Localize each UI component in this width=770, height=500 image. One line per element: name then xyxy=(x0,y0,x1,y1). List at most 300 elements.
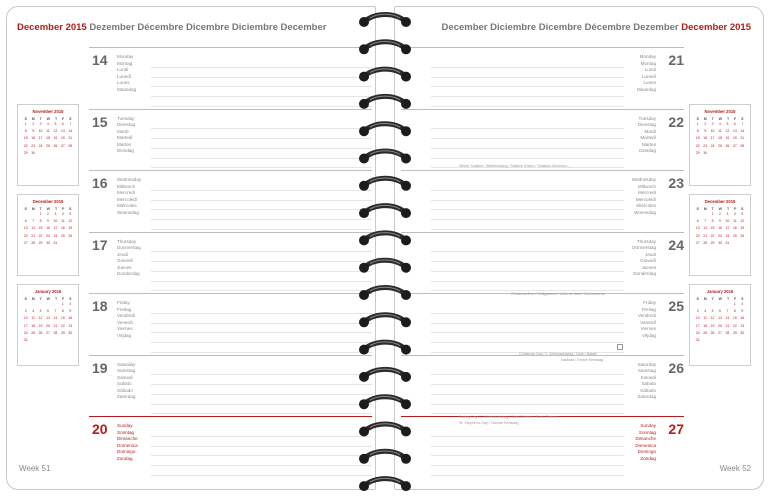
right-day-rows xyxy=(401,47,684,479)
day-row-27[interactable] xyxy=(401,416,684,477)
writing-line[interactable] xyxy=(151,427,372,437)
writing-line[interactable] xyxy=(151,129,372,139)
mini-calendar-date: 8 xyxy=(61,309,64,314)
mini-calendar-date: 15 xyxy=(60,316,65,321)
mini-calendar-date: 19 xyxy=(710,323,715,328)
mini-calendar-date: 6 xyxy=(733,122,736,126)
mini-calendar-date: 9 xyxy=(719,219,721,224)
mini-calendar-date: 15 xyxy=(38,226,43,231)
mini-calendar-date: 15 xyxy=(23,136,28,141)
writing-line[interactable] xyxy=(151,210,372,220)
day-name: Monday xyxy=(117,54,134,59)
day-row-22[interactable] xyxy=(401,109,684,170)
writing-line[interactable] xyxy=(151,262,372,272)
mini-calendar-date: 9 xyxy=(32,129,35,134)
day-name: Zaterdag xyxy=(117,394,136,400)
mini-calendar-date: 20 xyxy=(718,323,722,328)
mini-calendar-date: 6 xyxy=(61,122,64,126)
day-row-24[interactable] xyxy=(401,232,684,293)
mini-calendar-date: 12 xyxy=(740,219,745,224)
day-number: 22 xyxy=(668,113,684,130)
writing-line[interactable] xyxy=(151,243,372,253)
day-name: Wednesday xyxy=(117,177,142,182)
day-names xyxy=(632,177,656,217)
writing-line[interactable] xyxy=(151,272,372,282)
day-row-25[interactable] xyxy=(401,293,684,354)
mini-calendar-date: 17 xyxy=(23,323,28,328)
day-name: Sunday xyxy=(117,423,133,428)
mini-calendar-date: 13 xyxy=(60,129,65,134)
mini-calendar-date: 24 xyxy=(725,233,730,238)
day-row-16[interactable] xyxy=(89,170,372,231)
weekday-letter: T xyxy=(54,117,58,121)
mini-calendar-date: 30 xyxy=(68,330,73,335)
writing-line[interactable] xyxy=(151,139,372,149)
day-number: 21 xyxy=(668,52,684,68)
mini-calendar-date: 5 xyxy=(69,212,72,216)
day-number: 24 xyxy=(668,236,684,253)
day-name: Mardi xyxy=(644,128,656,134)
mini-calendar-date: 22 xyxy=(23,143,28,148)
mini-calendar-date: 22 xyxy=(695,143,700,148)
left-page-header xyxy=(17,22,326,33)
mini-calendar-date: 21 xyxy=(68,136,73,141)
mini-calendar-date: 14 xyxy=(725,316,730,321)
mini-calendar-date: 7 xyxy=(741,122,744,126)
weekday-letter: T xyxy=(726,117,730,121)
writing-lines[interactable] xyxy=(431,181,624,225)
day-name: Martedì xyxy=(640,135,656,141)
writing-line[interactable] xyxy=(431,87,624,97)
writing-line[interactable] xyxy=(151,333,372,343)
day-name: Giovedì xyxy=(640,258,656,264)
day-names xyxy=(638,116,656,156)
left-header-translations: Dezember Décembre Dicembre Diciembre December xyxy=(89,22,327,33)
mini-calendar-date: 9 xyxy=(47,219,49,224)
writing-line[interactable] xyxy=(151,405,372,415)
writing-line[interactable] xyxy=(151,252,372,262)
weekday-letter: W xyxy=(718,207,723,211)
mini-calendar-date: 12 xyxy=(53,129,58,134)
day-name: Lundi xyxy=(644,67,656,73)
writing-lines[interactable] xyxy=(151,366,372,410)
weekday-letter: S xyxy=(69,297,72,301)
day-number: 14 xyxy=(92,52,108,68)
day-name: Donnerstag xyxy=(632,245,656,251)
spiral-ring xyxy=(359,424,411,437)
day-number: 15 xyxy=(92,113,108,130)
day-number: 25 xyxy=(668,298,684,314)
day-name: Mardi xyxy=(117,128,129,134)
mini-calendar-date: 4 xyxy=(733,212,736,216)
day-names xyxy=(117,423,138,463)
weekday-letter: F xyxy=(62,297,65,301)
writing-lines[interactable] xyxy=(431,366,624,410)
writing-line[interactable] xyxy=(431,220,624,230)
weekday-letter: S xyxy=(69,117,72,121)
mini-calendar-date: 1 xyxy=(711,212,714,216)
writing-line[interactable] xyxy=(431,456,624,466)
mini-calendar-date: 19 xyxy=(53,136,58,141)
day-name: Freitag xyxy=(117,306,132,312)
mini-calendar-date: 3 xyxy=(54,212,57,216)
writing-line[interactable] xyxy=(431,304,624,314)
writing-line[interactable] xyxy=(151,466,372,476)
mini-calendar-date: 14 xyxy=(68,129,73,134)
day-name: Vrijdag xyxy=(641,332,656,338)
mini-calendar-date: 13 xyxy=(732,129,737,134)
weekday-letter: W xyxy=(718,117,723,121)
day-row-21[interactable] xyxy=(401,47,684,108)
mini-calendar-date: 23 xyxy=(718,233,722,238)
day-names xyxy=(117,300,135,340)
weekday-letter: F xyxy=(734,207,737,211)
mini-calendar-date: 31 xyxy=(53,240,58,245)
weekday-letter: S xyxy=(696,117,699,121)
day-name: Dimanche xyxy=(635,436,656,442)
writing-line[interactable] xyxy=(431,68,624,78)
day-name: Martedì xyxy=(117,135,133,141)
day-row-15[interactable] xyxy=(89,109,372,170)
mini-calendar xyxy=(689,194,751,276)
mini-calendar-date: 16 xyxy=(718,226,722,231)
day-names xyxy=(117,116,135,156)
day-name: Domingo xyxy=(637,449,656,455)
day-name: Mercoledì xyxy=(635,196,656,202)
day-name: Lunedì xyxy=(117,73,132,79)
mini-calendar-date: 17 xyxy=(38,136,43,141)
day-row-26[interactable] xyxy=(401,355,684,416)
mini-calendar-date: 9 xyxy=(69,309,72,314)
day-name: Sabato xyxy=(117,381,132,387)
day-name: Samstag xyxy=(117,368,136,374)
mini-calendar-dates xyxy=(22,212,74,245)
mini-calendar-date: 22 xyxy=(38,233,43,238)
mini-calendar-date: 3 xyxy=(711,122,714,126)
writing-line[interactable] xyxy=(431,181,624,191)
writing-lines[interactable] xyxy=(431,427,624,471)
writing-line[interactable] xyxy=(151,456,372,466)
writing-line[interactable] xyxy=(151,87,372,97)
writing-line[interactable] xyxy=(431,149,624,159)
writing-lines[interactable] xyxy=(431,243,624,287)
mini-calendar-date: 2 xyxy=(47,212,49,216)
mini-calendar-date: 26 xyxy=(740,233,745,238)
day-row-14[interactable] xyxy=(89,47,372,108)
day-names xyxy=(638,300,656,340)
spiral-ring xyxy=(359,205,411,218)
day-row-17[interactable] xyxy=(89,232,372,293)
mini-calendar-date: 10 xyxy=(695,316,700,321)
mini-calendar-date: 16 xyxy=(703,136,708,141)
mini-calendar-title: November 2015 xyxy=(704,109,736,114)
mini-calendar-date: 14 xyxy=(740,129,745,134)
day-name: Friday xyxy=(117,300,130,305)
mini-calendar-date: 29 xyxy=(732,330,737,335)
writing-lines[interactable] xyxy=(431,58,624,102)
writing-lines[interactable] xyxy=(151,58,372,102)
mini-calendar-date: 8 xyxy=(711,219,714,224)
writing-line[interactable] xyxy=(151,191,372,201)
weekday-letter: S xyxy=(24,297,27,301)
spiral-ring xyxy=(359,451,411,464)
writing-line[interactable] xyxy=(431,427,624,437)
mini-calendar-date: 11 xyxy=(46,129,50,134)
writing-line[interactable] xyxy=(431,201,624,211)
mini-calendar-date: 13 xyxy=(695,226,700,231)
weekday-letter: F xyxy=(734,297,737,301)
day-name: Venerdì xyxy=(640,319,656,325)
weekday-letter: S xyxy=(741,207,744,211)
right-week-label: Week 52 xyxy=(719,464,751,473)
mini-calendar-title: November 2015 xyxy=(32,109,64,114)
day-name: Miércoles xyxy=(636,203,656,209)
day-number: 27 xyxy=(668,421,684,437)
writing-line[interactable] xyxy=(431,120,624,130)
day-row-20[interactable] xyxy=(89,416,372,477)
mini-calendar-date: 23 xyxy=(68,323,73,328)
weekday-letter: T xyxy=(711,117,714,121)
writing-line[interactable] xyxy=(431,324,624,334)
day-name: Vrijdag xyxy=(117,332,132,338)
writing-line[interactable] xyxy=(431,395,624,405)
day-name: Miércoles xyxy=(117,203,137,209)
writing-line[interactable] xyxy=(431,139,624,149)
mini-calendar-title: December 2015 xyxy=(704,199,736,204)
writing-lines[interactable] xyxy=(151,304,372,348)
weekday-letter: M xyxy=(703,207,707,211)
spiral-ring xyxy=(359,42,411,55)
day-number: 23 xyxy=(668,175,684,191)
writing-line[interactable] xyxy=(151,149,372,159)
mini-calendar xyxy=(689,104,751,186)
mini-calendar-date: 26 xyxy=(53,143,58,148)
spiral-ring xyxy=(359,287,411,300)
writing-line[interactable] xyxy=(151,201,372,211)
mini-calendar-date: 26 xyxy=(68,233,73,238)
weekday-header xyxy=(22,207,74,211)
mini-calendar-date: 2 xyxy=(32,122,35,126)
mini-calendar-date: 28 xyxy=(703,240,708,245)
writing-line[interactable] xyxy=(431,58,624,68)
mini-calendar-date: 26 xyxy=(725,143,730,148)
writing-line[interactable] xyxy=(151,282,372,292)
mini-calendar-date: 2 xyxy=(704,122,707,126)
writing-line[interactable] xyxy=(431,97,624,107)
weekday-letter: T xyxy=(39,117,42,121)
day-name: Freitag xyxy=(641,306,656,312)
writing-line[interactable] xyxy=(151,159,372,169)
mini-calendar-date: 31 xyxy=(23,337,28,342)
mini-calendar-date: 29 xyxy=(710,240,715,245)
writing-line[interactable] xyxy=(151,220,372,230)
writing-line[interactable] xyxy=(431,191,624,201)
writing-line[interactable] xyxy=(151,375,372,385)
writing-line[interactable] xyxy=(431,405,624,415)
writing-line[interactable] xyxy=(431,385,624,395)
writing-line[interactable] xyxy=(431,210,624,220)
writing-line[interactable] xyxy=(431,447,624,457)
writing-line[interactable] xyxy=(151,447,372,457)
writing-line[interactable] xyxy=(151,366,372,376)
writing-line[interactable] xyxy=(431,282,624,292)
mini-calendar-date: 12 xyxy=(725,129,730,134)
mini-calendar-date: 28 xyxy=(53,330,58,335)
day-name: Saturday xyxy=(117,361,136,367)
writing-lines[interactable] xyxy=(151,120,372,164)
writing-line[interactable] xyxy=(431,243,624,253)
mini-calendar-date: 23 xyxy=(31,143,36,148)
writing-line[interactable] xyxy=(151,343,372,353)
writing-line[interactable] xyxy=(431,375,624,385)
mini-calendar-date: 25 xyxy=(46,143,50,148)
writing-line[interactable] xyxy=(151,324,372,334)
writing-line[interactable] xyxy=(151,68,372,78)
mini-calendar-date: 21 xyxy=(31,233,36,238)
spiral-ring xyxy=(359,14,411,27)
mini-calendar-date: 11 xyxy=(733,219,737,224)
day-name: Zaterdag xyxy=(637,394,656,400)
day-name: Vendredi xyxy=(117,313,136,319)
mini-calendar-date: 27 xyxy=(23,240,28,245)
mini-calendar-date: 27 xyxy=(695,240,700,245)
writing-line[interactable] xyxy=(151,78,372,88)
note-25-b: Navidad / Eerste Kerstdag xyxy=(561,358,603,362)
writing-line[interactable] xyxy=(431,333,624,343)
mini-calendar-date: 13 xyxy=(46,316,50,321)
writing-line[interactable] xyxy=(431,129,624,139)
day-name: Zondag xyxy=(117,455,133,461)
mini-calendar-date: 2 xyxy=(741,302,744,306)
mini-calendar-date: 18 xyxy=(46,136,50,141)
mini-calendar-date: 21 xyxy=(725,323,730,328)
mini-calendar-date: 10 xyxy=(53,219,58,224)
mini-calendar-date: 13 xyxy=(23,226,28,231)
spiral-ring xyxy=(359,96,411,109)
mini-calendar-date: 7 xyxy=(704,219,707,224)
mini-calendar-date: 23 xyxy=(46,233,50,238)
writing-lines[interactable] xyxy=(431,304,624,348)
day-name: Domenica xyxy=(635,442,656,448)
mini-calendar-date: 25 xyxy=(31,330,36,335)
mini-calendar-date: 16 xyxy=(46,226,50,231)
weekday-letter: W xyxy=(46,117,51,121)
day-row-19[interactable] xyxy=(89,355,372,416)
day-row-18[interactable] xyxy=(89,293,372,354)
note-25-a: Christmas Day / 1. Weihnachtstag / Noël / Natale xyxy=(519,352,598,356)
day-name: Mercoledì xyxy=(117,196,138,202)
writing-lines[interactable] xyxy=(151,181,372,225)
weekday-letter: S xyxy=(24,117,27,121)
note-24: Christmas Eve / Heiligabend / Veille de Noël / Nochebuena xyxy=(511,292,605,296)
mini-calendar-date: 24 xyxy=(23,330,28,335)
mini-calendar-date: 29 xyxy=(60,330,65,335)
mini-calendar-date: 17 xyxy=(725,226,730,231)
writing-line[interactable] xyxy=(151,58,372,68)
day-name: Donnerstag xyxy=(117,245,141,251)
mini-calendar-date: 20 xyxy=(23,233,28,238)
mini-calendar-date: 10 xyxy=(23,316,28,321)
day-name: Monday xyxy=(639,54,656,59)
weekday-letter: F xyxy=(62,117,65,121)
writing-line[interactable] xyxy=(431,262,624,272)
writing-line[interactable] xyxy=(431,466,624,476)
weekday-letter: W xyxy=(46,297,51,301)
writing-line[interactable] xyxy=(151,314,372,324)
mini-calendar-date: 31 xyxy=(725,240,730,245)
spiral-ring xyxy=(359,123,411,136)
mini-calendar-date: 15 xyxy=(695,136,700,141)
writing-line[interactable] xyxy=(151,97,372,107)
right-header-month: December 2015 xyxy=(681,22,751,33)
mini-calendar-date: 19 xyxy=(725,136,730,141)
mini-calendar-date: 5 xyxy=(54,122,57,126)
writing-line[interactable] xyxy=(431,78,624,88)
mini-calendar-date: 8 xyxy=(24,129,27,134)
day-name: Samedi xyxy=(640,374,656,380)
writing-line[interactable] xyxy=(431,437,624,447)
day-name: Donderdag xyxy=(633,271,656,277)
writing-line[interactable] xyxy=(431,252,624,262)
writing-lines[interactable] xyxy=(431,120,624,164)
right-diary-page xyxy=(394,6,764,490)
writing-line[interactable] xyxy=(151,120,372,130)
mini-calendar-date: 20 xyxy=(732,136,737,141)
day-names xyxy=(117,177,141,217)
mini-calendar-dates xyxy=(694,302,746,342)
writing-line[interactable] xyxy=(151,385,372,395)
right-page-header xyxy=(442,22,751,33)
writing-lines[interactable] xyxy=(151,243,372,287)
weekday-letter: T xyxy=(39,207,42,211)
writing-lines[interactable] xyxy=(151,427,372,471)
mini-calendar-date: 28 xyxy=(68,143,73,148)
mini-calendar-date: 20 xyxy=(60,136,65,141)
mini-calendar-date: 19 xyxy=(68,226,73,231)
left-diary-page xyxy=(6,6,376,490)
mini-calendar-date: 1 xyxy=(39,212,42,216)
mini-calendar-date: 6 xyxy=(24,219,27,224)
weekday-letter: F xyxy=(62,207,65,211)
day-name: Thursday xyxy=(636,238,656,244)
weekday-letter: T xyxy=(726,207,730,211)
writing-line[interactable] xyxy=(431,272,624,282)
writing-line[interactable] xyxy=(431,366,624,376)
mini-calendar-date: 30 xyxy=(46,240,50,245)
mini-calendar-date: 15 xyxy=(732,316,737,321)
checkbox-icon[interactable] xyxy=(617,344,623,350)
mini-calendar-date: 5 xyxy=(711,309,714,314)
day-name: Mercredi xyxy=(638,190,656,196)
day-name: Viernes xyxy=(640,326,656,332)
mini-calendar-date: 12 xyxy=(38,316,43,321)
writing-line[interactable] xyxy=(151,395,372,405)
writing-line[interactable] xyxy=(151,181,372,191)
day-row-23[interactable] xyxy=(401,170,684,231)
weekday-letter: F xyxy=(734,117,737,121)
day-name: Martes xyxy=(641,141,656,147)
mini-calendar-date: 17 xyxy=(53,226,58,231)
writing-line[interactable] xyxy=(151,304,372,314)
mini-calendar-date: 1 xyxy=(733,302,736,306)
day-name: Lunedì xyxy=(641,73,656,79)
writing-line[interactable] xyxy=(151,437,372,447)
day-name: Mittwoch xyxy=(637,183,656,189)
day-name: Domenica xyxy=(117,442,138,448)
mini-calendar-date: 30 xyxy=(718,240,722,245)
day-name: Saturday xyxy=(637,361,656,367)
writing-line[interactable] xyxy=(431,314,624,324)
